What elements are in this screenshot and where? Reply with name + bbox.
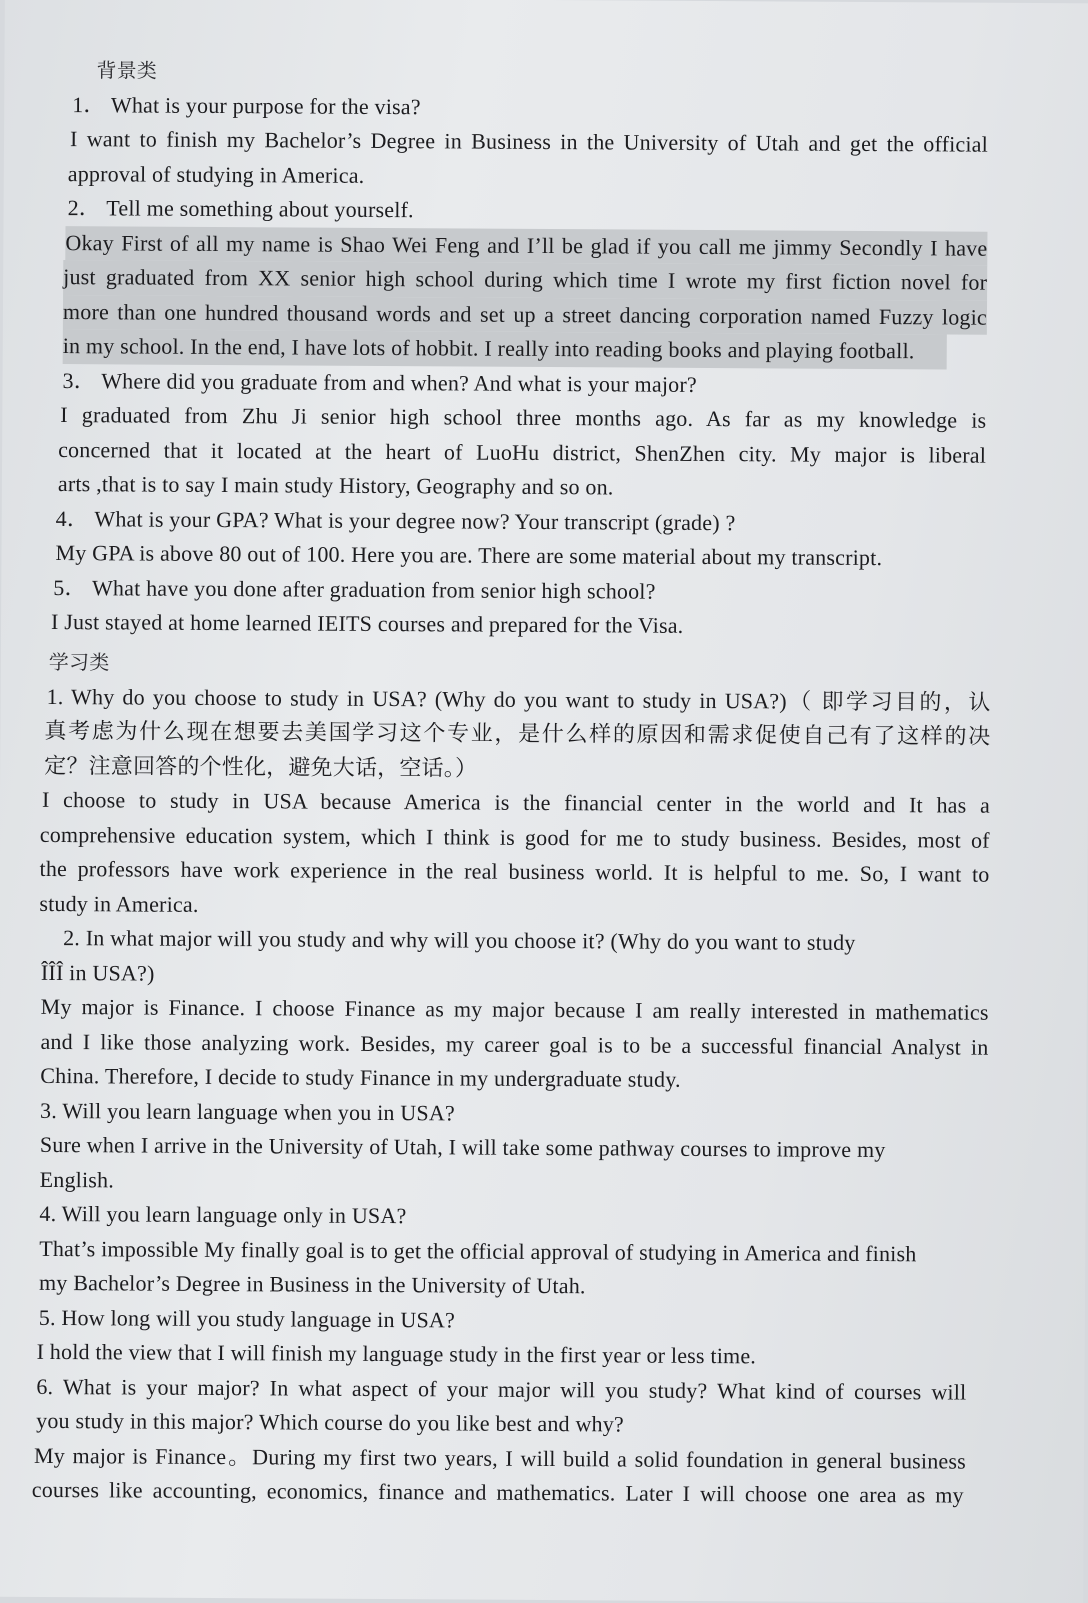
section-heading-study: 学习类 [48, 649, 110, 675]
study-answer-1-line-1: I choose to study in USA because America is the financial center in the world and It has a [41, 786, 991, 818]
study-question-1-line-1: 1. Why do you choose to study in USA? (Why do you want to study in USA?)（ 即学习目的，认 [46, 683, 991, 715]
study-answer-2-line-2: and I like those analyzing work. Besides, my career goal is to be a successful financial Analyst in [40, 1028, 989, 1060]
study-question-3: 3. Will you learn language when you in USA? [40, 1097, 456, 1125]
study-question-4: 4. Will you learn language only in USA? [39, 1200, 407, 1229]
study-answer-1-line-2: comprehensive education system, which I think is good for me to study business. Besides, most of [39, 821, 990, 853]
bg-answer-1-line-1: I want to finish my Bachelor’s Degree in Business in the University of Utah and get the official [69, 126, 989, 157]
bg-answer-3-line-3: arts ,that is to say I main study History, Geography and so on. [57, 471, 614, 500]
study-answer-1-line-4: study in America. [39, 890, 199, 917]
bg-answer-2-line-1: Okay First of all my name is Shao Wei Feng and I’ll be glad if you call me jimmy Secondly I have [65, 226, 987, 266]
bg-question-4: 4． What is your GPA? What is your degree now? Your transcript (grade) ? [55, 505, 736, 535]
study-answer-3-line-1: Sure when I arrive in the University of Utah, I will take some pathway courses to improve my [39, 1131, 886, 1163]
study-question-1-line-3: 定？注意回答的个性化，避免大话，空话。） [44, 752, 478, 781]
study-section [31, 645, 991, 1513]
study-question-2-line-2: ÎÎÎ in USA?) [40, 959, 155, 986]
study-answer-2-line-1: My major is Finance. I choose Finance as my major because I am really interested in mathematics [40, 993, 989, 1025]
study-question-2-line-1: 2. In what major will you study and why will you choose it? (Why do you want to study [63, 925, 856, 955]
study-question-6-line-1: 6. What is your major? In what aspect of your major will you study? What kind of courses will [36, 1373, 967, 1405]
bg-question-1: 1． What is your purpose for the visa? [72, 91, 421, 119]
study-question-6-line-2: you study in this major? Which course do you like best and why? [36, 1407, 625, 1437]
bg-answer-2-line-2: just graduated from XX senior high school during which time I wrote my first fiction novel for [63, 260, 987, 300]
study-answer-6-line-1: My major is Finance。During my first two years, I will build a solid foundation in general business [33, 1442, 967, 1474]
study-answer-3-line-2: English. [39, 1166, 115, 1192]
bg-answer-5: I Just stayed at home learned IEITS courses and prepared for the Visa. [51, 608, 684, 638]
study-answer-2-line-3: China. Therefore, I decide to study Finance in my undergraduate study. [40, 1062, 681, 1092]
study-answer-4-line-2: my Bachelor’s Degree in Business in the University of Utah. [38, 1269, 586, 1299]
bg-answer-4: My GPA is above 80 out of 100. Here you are. There are some material about my transcript. [55, 540, 883, 571]
bg-answer-2-line-4: in my school. In the end, I have lots of hobbit. I really into reading books and playing football. [63, 329, 947, 369]
study-answer-1-line-3: the professors have work experience in the real business world. It is helpful to me. So, I want to [39, 855, 990, 887]
bg-question-3: 3． Where did you graduate from and when? And what is your major? [62, 367, 697, 397]
bg-answer-3-line-2: concerned that it located at the heart of LuoHu district, ShenZhen city. My major is liberal [58, 436, 987, 468]
bg-question-5: 5． What have you done after graduation from senior high school? [53, 574, 656, 604]
bg-answer-3-line-1: I graduated from Zhu Ji senior high school three months ago. As far as my knowledge is [60, 402, 987, 433]
study-answer-4-line-1: That’s impossible My finally goal is to get the official approval of studying in America and finish [39, 1235, 917, 1266]
bg-question-2: 2． Tell me something about yourself. [67, 195, 414, 223]
background-section [51, 53, 989, 645]
bg-answer-2-line-3: more than one hundred thousand words and set up a street dancing corporation named Fuzzy logic [63, 295, 987, 335]
section-heading-background: 背景类 [96, 58, 158, 83]
bg-answer-1-line-2: approval of studying in America. [67, 160, 365, 188]
study-question-1-line-2: 真考虑为什么现在想要去美国学习这个专业，是什么样的原因和需求促使自己有了这样的决 [44, 717, 991, 749]
study-question-5: 5. How long will you study language in USA? [38, 1304, 456, 1332]
study-answer-5: I hold the view that I will finish my language study in the first year or less time. [36, 1338, 757, 1369]
study-answer-6-line-2: courses like accounting, economics, finance and mathematics. Later I will choose one area as my [31, 1476, 964, 1508]
